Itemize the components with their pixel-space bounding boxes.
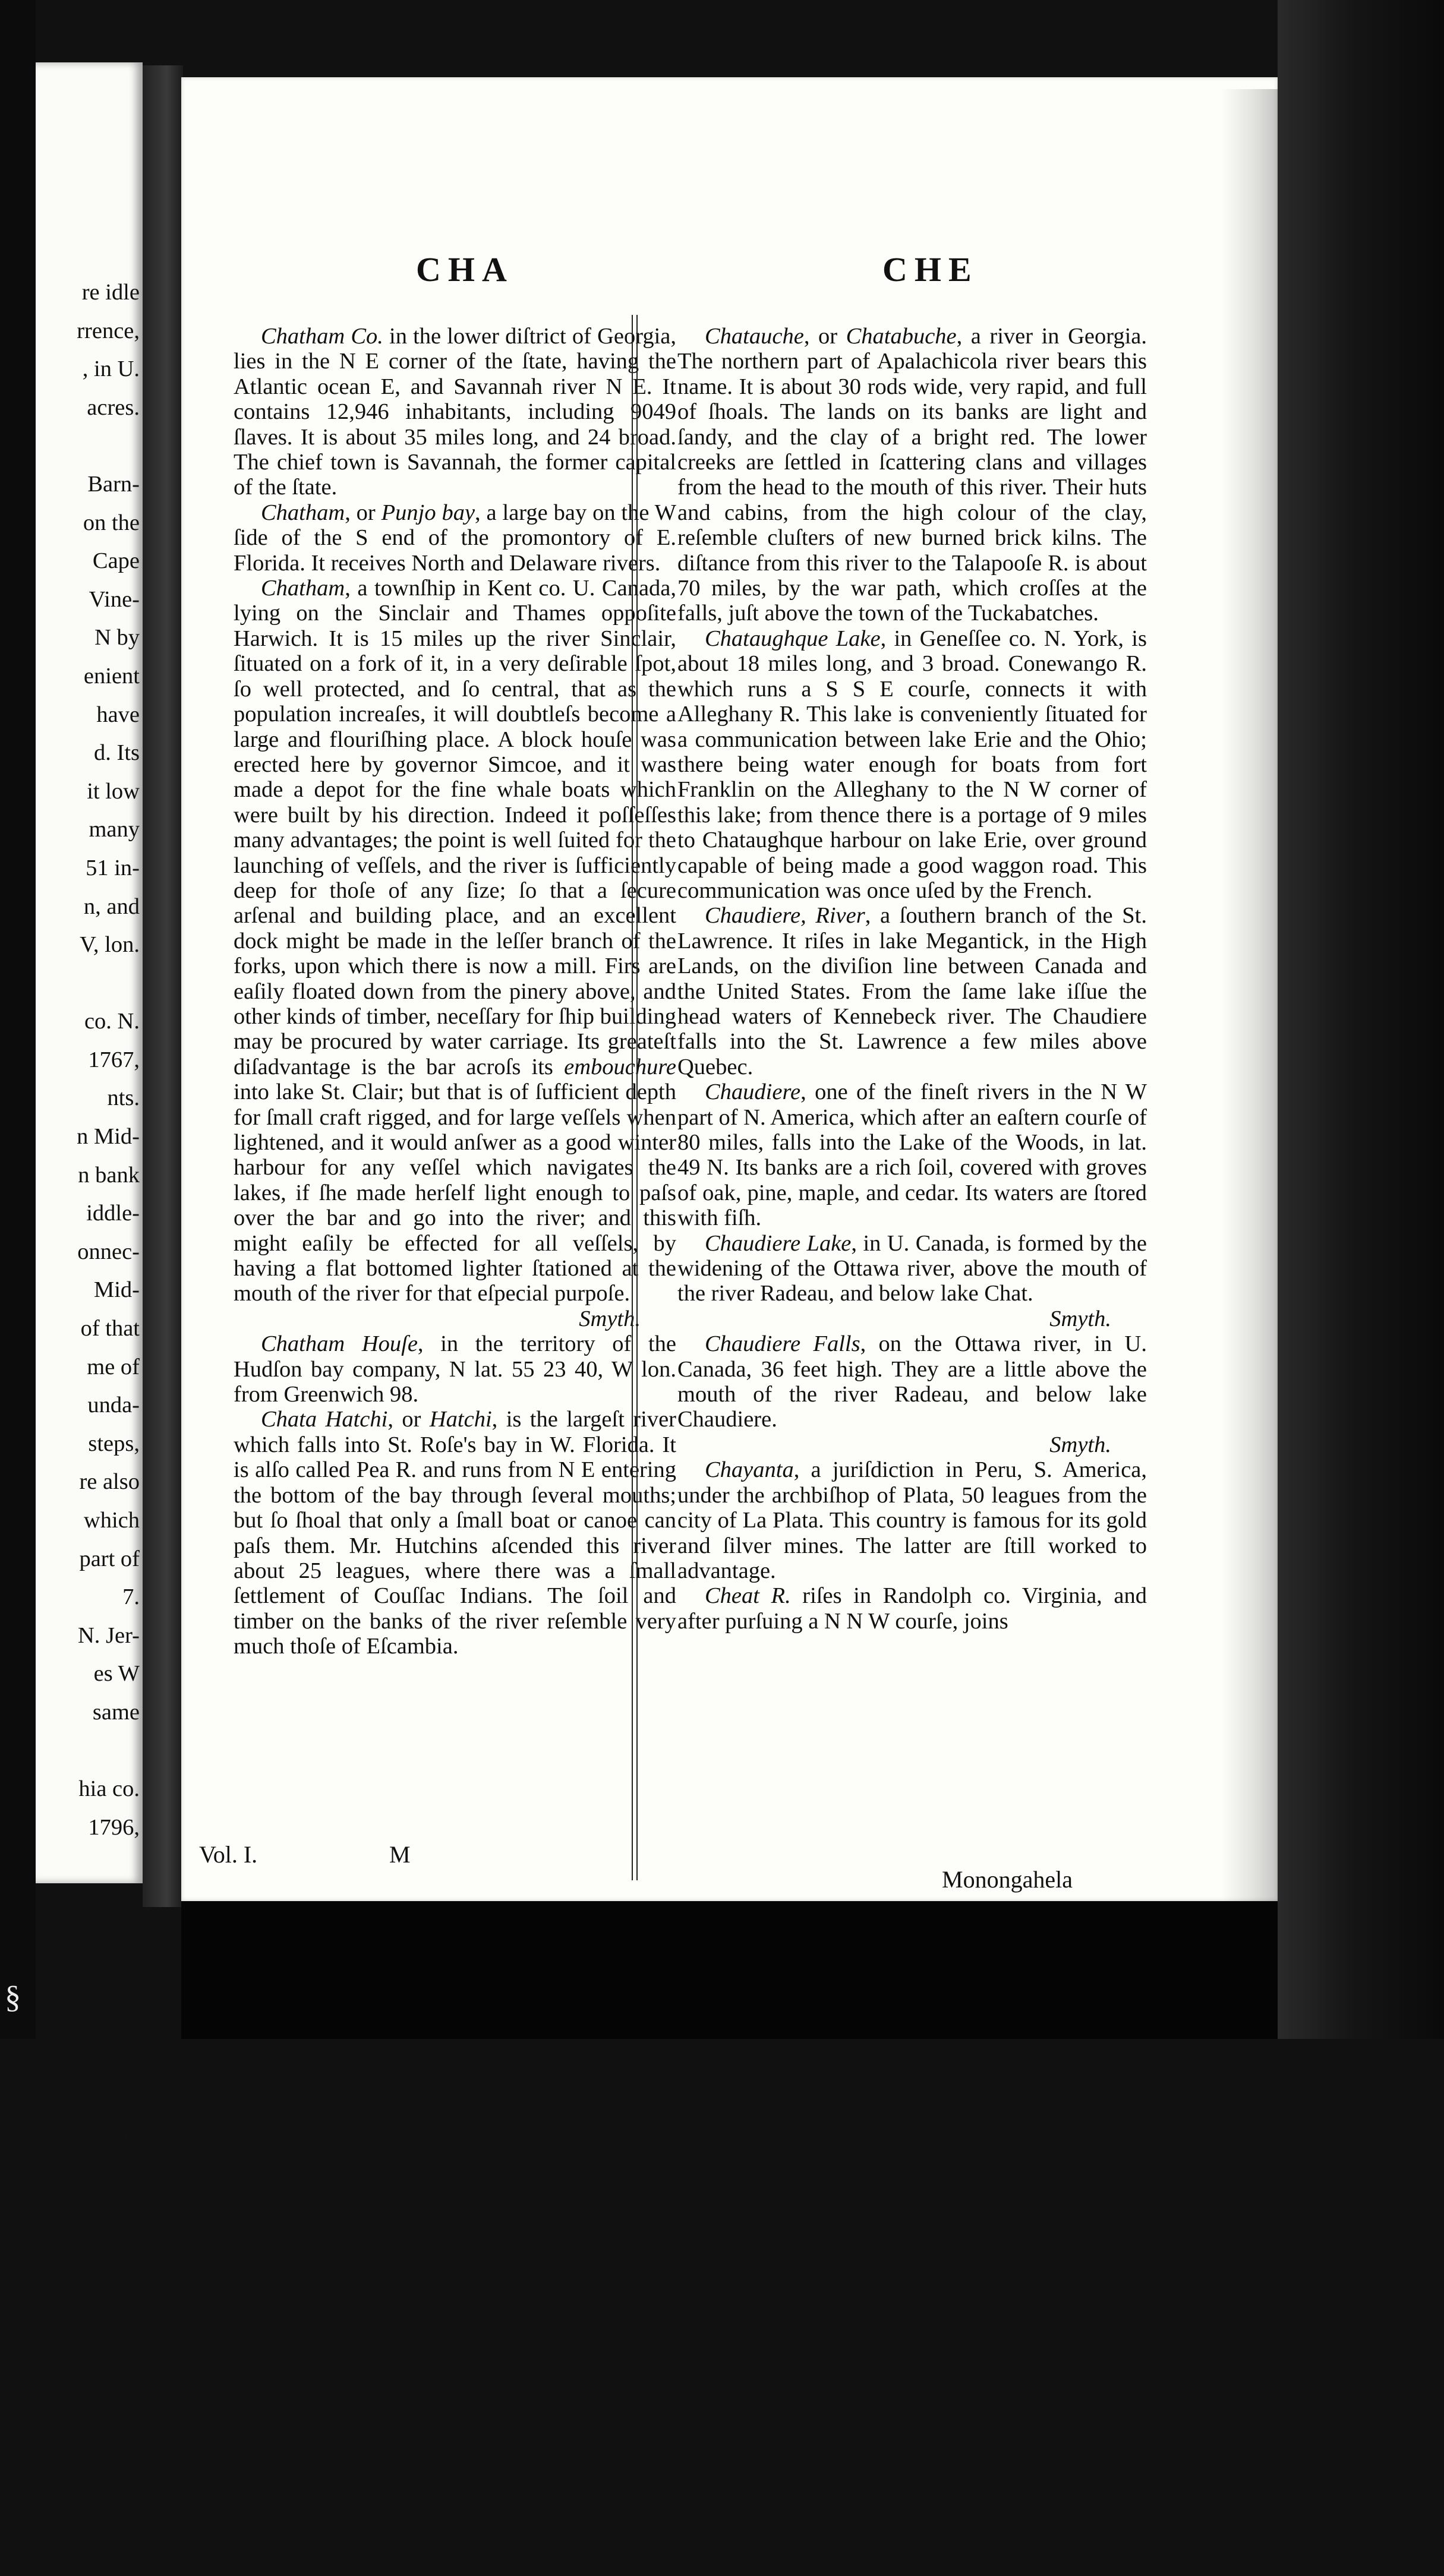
entry-text: , a juriſdiction in Peru, S. America, under the archbiſhop of Plata, 50 leagues from the city of La Plata. This country is famous for its gold and ſilver mines. The latter are ſtill worked to advantage. xyxy=(677,1457,1147,1583)
previous-page-line: re idle xyxy=(81,280,140,305)
previous-page-line: Cape xyxy=(92,548,140,574)
scan-background-right xyxy=(1278,0,1444,2039)
scan-background-bottom xyxy=(181,1901,1278,2039)
left-column xyxy=(234,324,676,1659)
gazetteer-entry xyxy=(234,324,676,500)
previous-page-text xyxy=(36,273,140,2576)
gazetteer-entry xyxy=(677,1457,1147,1583)
previous-page-line: d. Its xyxy=(94,740,140,766)
entry-text: into lake St. Clair; but that is of ſufficient depth for ſmall craft rigged, and for large veſſels when lightened, and it would anſwer as a good winter harbour for any veſſel which navigates the lakes, if ſhe made herſelf light enough to paſs over the bar and go into the river; and this might eaſily be effected for all veſſels, by having a flat bottomed lighter ſtationed at the mouth of the river for that eſpecial purpoſe. xyxy=(234,1079,676,1306)
entry-headword: Chaudiere, River xyxy=(705,903,865,929)
gazetteer-entry xyxy=(677,324,1147,626)
scan-mark: § xyxy=(5,1979,21,2015)
previous-page-line: V, lon. xyxy=(80,932,140,958)
entry-text: , in U. Canada, is formed by the widening of the Ottawa river, above the mouth of the river Radeau, and below lake Chat. xyxy=(677,1230,1147,1306)
previous-page-line: n. xyxy=(122,1930,140,1955)
entry-headword: Chatabuche xyxy=(846,324,957,349)
previous-page-line xyxy=(36,1732,140,1770)
previous-page-line: na, in xyxy=(89,2237,140,2262)
gazetteer-entry xyxy=(677,1231,1147,1332)
entry-text: , in Geneſſee co. N. York, is about 18 miles long, and 3 broad. Conewango R. which runs a S S E courſe, connects it with Alleghany R. This lake is conveniently ſituated for a communication between lake Erie and the Ohio; there being water enough for boats from fort Franklin on the Alleghany to the N W corner of this lake; from thence there is a portage of 9 miles to Chataughque harbour on lake Erie, over ground capable of being made a good waggon road. This communication was once uſed by the French. xyxy=(677,626,1147,903)
gazetteer-entry xyxy=(234,1331,676,1407)
entry-text: , in the territory of the Hudſon bay company, N lat. 55 23 40, W lon. from Greenwich 98. xyxy=(234,1331,676,1407)
gazetteer-entry xyxy=(677,903,1147,1079)
previous-page-line xyxy=(36,2192,140,2231)
previous-page-line: acres. xyxy=(87,394,140,420)
volume-number: Vol. I. xyxy=(199,1841,258,1868)
entry-headword: Punjo bay xyxy=(381,500,475,525)
previous-page-line: state. xyxy=(92,2006,140,2032)
signature-mark: M xyxy=(389,1841,411,1868)
entry-headword: Chaudiere Lake xyxy=(705,1230,852,1256)
previous-page-line: n, and xyxy=(83,894,140,919)
previous-page-line: unda- xyxy=(87,1393,140,1418)
entry-headword: Chatham xyxy=(261,576,345,601)
previous-page-line: whom xyxy=(82,2045,140,2070)
entry-text: , or xyxy=(803,324,846,349)
right-column xyxy=(677,324,1147,1634)
entry-headword: embouchure xyxy=(564,1054,676,1079)
gazetteer-entry xyxy=(677,626,1147,903)
previous-page-line: Vine- xyxy=(89,586,140,612)
gazetteer-entry xyxy=(677,1331,1147,1457)
entry-headword: Chatham Houſe xyxy=(261,1331,418,1357)
previous-page-line: n Mid- xyxy=(77,1124,140,1150)
entry-text: riſes in Randolph co. Virginia, and after purſuing a N N W courſe, joins xyxy=(677,1583,1147,1634)
right-running-head: CHE xyxy=(882,250,979,289)
previous-page-line: co. N. xyxy=(84,1009,140,1034)
entry-text: , a townſhip in Kent co. U. Canada, lying on the Sinclair and Thames oppoſite Harwich. It is 15 miles up the river Sinclair, ſituated on a fork of it, in a very deſirable ſpot, ſo well protected, and ſo central, that as the population increaſes, it will doubtleſs become a large and flouriſhing place. A block houſe was erected here by governor Simcoe, and it was made a depot for the fine whale boats which were built by his direction. Indeed it poſſeſſes many advantages; the point is well ſuited for the launching of veſſels, and the river is ſufficiently deep for thoſe of any ſize; ſo that a ſecure arſenal and building place, and an excellent dock might be made in the leſſer branch of the forks, upon which there is now a mill. Firs are eaſily floated down from the pinery above, and other kinds of timber, neceſſary for ſhip building may be procured by water carriage. Its greateſt diſadvantage is the bar acroſs its xyxy=(234,576,676,1079)
previous-page-line: steps, xyxy=(88,1431,140,1456)
entry-text: , is the largeſt river which falls into St. Roſe's bay in W. Florida. It is alſo called Pea R. and runs from N E entering the bottom of the bay through ſeveral mouths; but ſo ſhoal that only a ſmall boat or canoe can paſs them. Mr. Hutchins aſcended this river about 25 leagues, where there was a ſmall ſettlement of Couſſac Indians. The ſoil and timber on the banks of the river reſemble very much thoſe of Eſcambia. xyxy=(234,1407,676,1659)
previous-page-line: N by xyxy=(94,625,140,651)
previous-page-line: Penn- xyxy=(86,1891,140,1917)
entry-source-signature: Smyth. xyxy=(1049,1432,1111,1457)
entry-text: , one of the fineſt rivers in the N W part of N. America, which after an eaſtern courſe of 80 miles, falls into the Lake of the Woods, in lat. 49 N. Its banks are a rich ſoil, covered with groves of oak, pine, maple, and cedar. Its waters are ſtored with fiſh. xyxy=(677,1079,1147,1231)
entry-source-signature: Smyth. xyxy=(579,1306,641,1331)
previous-page-line: ouses, xyxy=(83,2467,140,2492)
previous-page-line: N. Jer- xyxy=(78,1622,140,1648)
scan-background-left xyxy=(0,0,36,2039)
book-page xyxy=(181,77,1278,1901)
previous-page-line: of that xyxy=(80,1316,140,1341)
gazetteer-entry xyxy=(677,1583,1147,1634)
previous-page-line: air to xyxy=(92,2390,140,2416)
entry-headword: Chataughque Lake xyxy=(705,626,881,651)
entry-headword: Chatauche xyxy=(705,324,804,349)
previous-page-line: Barn- xyxy=(87,471,140,497)
previous-page-line: Mid- xyxy=(94,1277,140,1303)
gazetteer-entry xyxy=(234,500,676,576)
gazetteer-entry xyxy=(234,1407,676,1659)
previous-page-line: , in U. xyxy=(82,356,140,382)
previous-page-line: ide of xyxy=(87,2275,140,2300)
previous-page-line: 51 in- xyxy=(86,855,140,880)
column-divider xyxy=(632,315,638,1880)
entry-text: in the lower diſtrict of Georgia, lies in the N E corner of the ſtate, having the Atlantic ocean E, and Savannah river N E. It contains 12,946 inhabitants, including 9049 ſlaves. It is about 35 miles long, and 24 broad. The chief town is Savannah, the former capital of the ſtate. xyxy=(234,324,676,500)
entry-headword: Chayanta xyxy=(705,1457,794,1483)
previous-page-line: me of xyxy=(87,1354,140,1379)
previous-page-line: on the xyxy=(83,510,140,535)
previous-page-line: onnec- xyxy=(77,1239,140,1264)
previous-page-line xyxy=(36,964,140,1003)
entry-headword: Hatchi xyxy=(429,1407,492,1432)
previous-page-line xyxy=(36,427,140,465)
entry-headword: Chata Hatchi xyxy=(261,1407,388,1432)
previous-page-line: tance. xyxy=(86,2429,140,2454)
entry-headword: Cheat R. xyxy=(705,1583,791,1609)
page-shadow-edge xyxy=(1221,89,1278,1901)
entry-text: , or xyxy=(345,500,382,525)
previous-page-line: n bank xyxy=(78,1162,140,1188)
previous-page-line: river, xyxy=(92,2160,140,2186)
previous-page-line: f Ral- xyxy=(87,2122,140,2147)
book-gutter xyxy=(143,65,183,1907)
entry-headword: Chaudiere xyxy=(705,1079,801,1105)
previous-page-line: highly xyxy=(81,2313,140,2339)
entry-text: , a ſouthern branch of the St. Lawrence. It riſes in lake Megantick, in the High Lands, on the diviſion line between Canada and the United States. From the ſame lake iſſue the head waters of Kennebeck river. The Chaudiere falls into the St. Lawrence a few miles above Quebec. xyxy=(677,903,1147,1079)
catchword: Monongahela xyxy=(942,1866,1073,1893)
gazetteer-entry xyxy=(234,576,676,1331)
previous-page-line: at the xyxy=(89,2352,140,2378)
previous-page-line: enient xyxy=(83,663,140,689)
entry-source-signature: Smyth. xyxy=(1049,1306,1111,1331)
previous-page-line: hia co. xyxy=(78,1776,140,1802)
previous-page-line: 1796, xyxy=(88,1814,140,1840)
previous-page-line: 1767, xyxy=(88,1047,140,1072)
previous-page-line: which xyxy=(83,1508,140,1533)
entry-text: , a river in Georgia. The northern part of Apalachicola river bears this name. It is about 30 rods wide, very rapid, and full of ſhoals. The lands on its banks are light and ſandy, and the clay of a bright red. The lower creeks are ſettled in ſcattering clans and villages from the head to the mouth of this river. Their huts and cabins, from the high colour of the clay, reſemble cluſters of new burned brick kilns. The diſtance from this river to the Talapooſe R. is about 70 miles, by the war path, which croſſes at the falls, juſt above the town of the Tuckabatches. xyxy=(677,324,1147,626)
previous-page-edge xyxy=(36,62,143,2569)
previous-page-line: same xyxy=(92,1699,140,1725)
previous-page-line: it low xyxy=(87,778,140,804)
previous-page-line: part of xyxy=(79,1546,140,1571)
entry-text: , or xyxy=(387,1407,430,1432)
previous-page-line: 7. xyxy=(122,1584,140,1610)
previous-page-line: am, xyxy=(106,2544,140,2569)
previous-page-line: nts. xyxy=(107,1085,140,1111)
previous-page-line: many xyxy=(89,817,140,842)
previous-page-line: sburg. xyxy=(83,2083,140,2108)
previous-page-line: re also xyxy=(79,1469,140,1495)
left-running-head: CHA xyxy=(416,250,514,289)
previous-page-line: have xyxy=(96,702,140,727)
previous-page-line: es W xyxy=(93,1661,140,1687)
previous-page-line xyxy=(36,2499,140,2537)
gazetteer-entry xyxy=(677,1079,1147,1230)
previous-page-line: ict, N. xyxy=(83,1968,140,1994)
entry-headword: Chatham Co. xyxy=(261,324,383,349)
entry-headword: Chaudiere Falls xyxy=(705,1331,860,1357)
entry-text: , a large bay on the W ſide of the S end of the promontory of E. Florida. It receives North and Delaware rivers. xyxy=(234,500,676,576)
previous-page-line: iddle- xyxy=(86,1201,140,1226)
entry-text: , on the Ottawa river, in U. Canada, 36 feet high. They are a little above the mouth of the river Radeau, and below lake Chaudiere. xyxy=(677,1331,1147,1432)
previous-page-line xyxy=(36,1846,140,1885)
previous-page-line: rrence, xyxy=(77,318,140,343)
entry-headword: Chatham xyxy=(261,500,345,525)
